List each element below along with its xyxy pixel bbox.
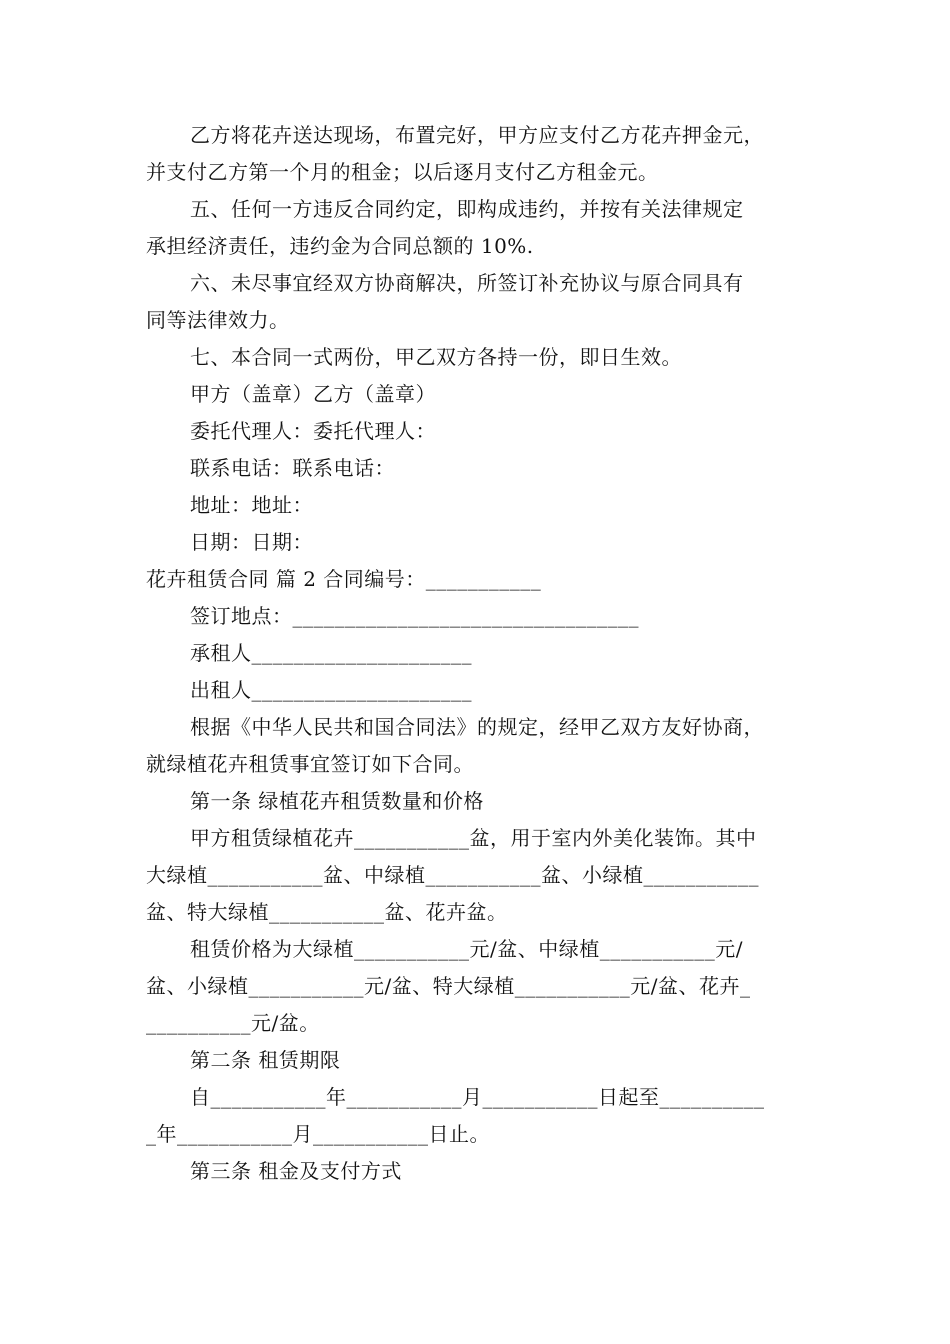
text-line: 甲方租赁绿植花卉___________盆，用于室内外美化装饰。其中 (190, 826, 757, 850)
text-line: 承租人_____________________ (190, 641, 472, 665)
text-line: 同等法律效力。 (146, 308, 290, 332)
text-line: 地址：地址： (190, 493, 313, 517)
text-line: 乙方将花卉送达现场，布置完好，甲方应支付乙方花卉押金元， (190, 123, 764, 147)
text-line: 出租人_____________________ (190, 678, 472, 702)
text-line: 签订地点：_________________________________ (190, 604, 639, 628)
document-body (146, 117, 810, 1190)
text-line: 第二条 租赁期限 (190, 1048, 341, 1072)
text-line: 日期：日期： (190, 530, 313, 554)
text-line: _年___________月___________日止。 (146, 1122, 490, 1146)
text-line: 五、任何一方违反合同约定，即构成违约，并按有关法律规定 (190, 197, 744, 221)
text-line: 第三条 租金及支付方式 (190, 1159, 402, 1183)
text-line: 花卉租赁合同 篇 2 合同编号：___________ (146, 567, 542, 591)
text-line: 租赁价格为大绿植___________元/盆、中绿植___________元/ (190, 937, 743, 961)
text-line: __________元/盆。 (146, 1011, 320, 1035)
text-line: 六、未尽事宜经双方协商解决，所签订补充协议与原合同具有 (190, 271, 744, 295)
text-line: 委托代理人：委托代理人： (190, 419, 436, 443)
text-line: 盆、特大绿植___________盆、花卉盆。 (146, 900, 508, 924)
text-line: 盆、小绿植___________元/盆、特大绿植___________元/盆、花卉_ (146, 974, 751, 998)
text-line: 大绿植___________盆、中绿植___________盆、小绿植___________ (146, 863, 759, 887)
text-line: 第一条 绿植花卉租赁数量和价格 (190, 789, 484, 813)
text-line: 并支付乙方第一个月的租金；以后逐月支付乙方租金元。 (146, 160, 659, 184)
text-line: 甲方（盖章）乙方（盖章） (190, 382, 436, 406)
text-line: 联系电话：联系电话： (190, 456, 395, 480)
text-line: 就绿植花卉租赁事宜签订如下合同。 (146, 752, 474, 776)
text-line: 根据《中华人民共和国合同法》的规定，经甲乙双方友好协商， (190, 715, 764, 739)
text-line: 七、本合同一式两份，甲乙双方各持一份，即日生效。 (190, 345, 682, 369)
text-line: 自___________年___________月___________日起至__________ (190, 1085, 765, 1109)
text-line: 承担经济责任，违约金为合同总额的 10%. (146, 234, 534, 258)
